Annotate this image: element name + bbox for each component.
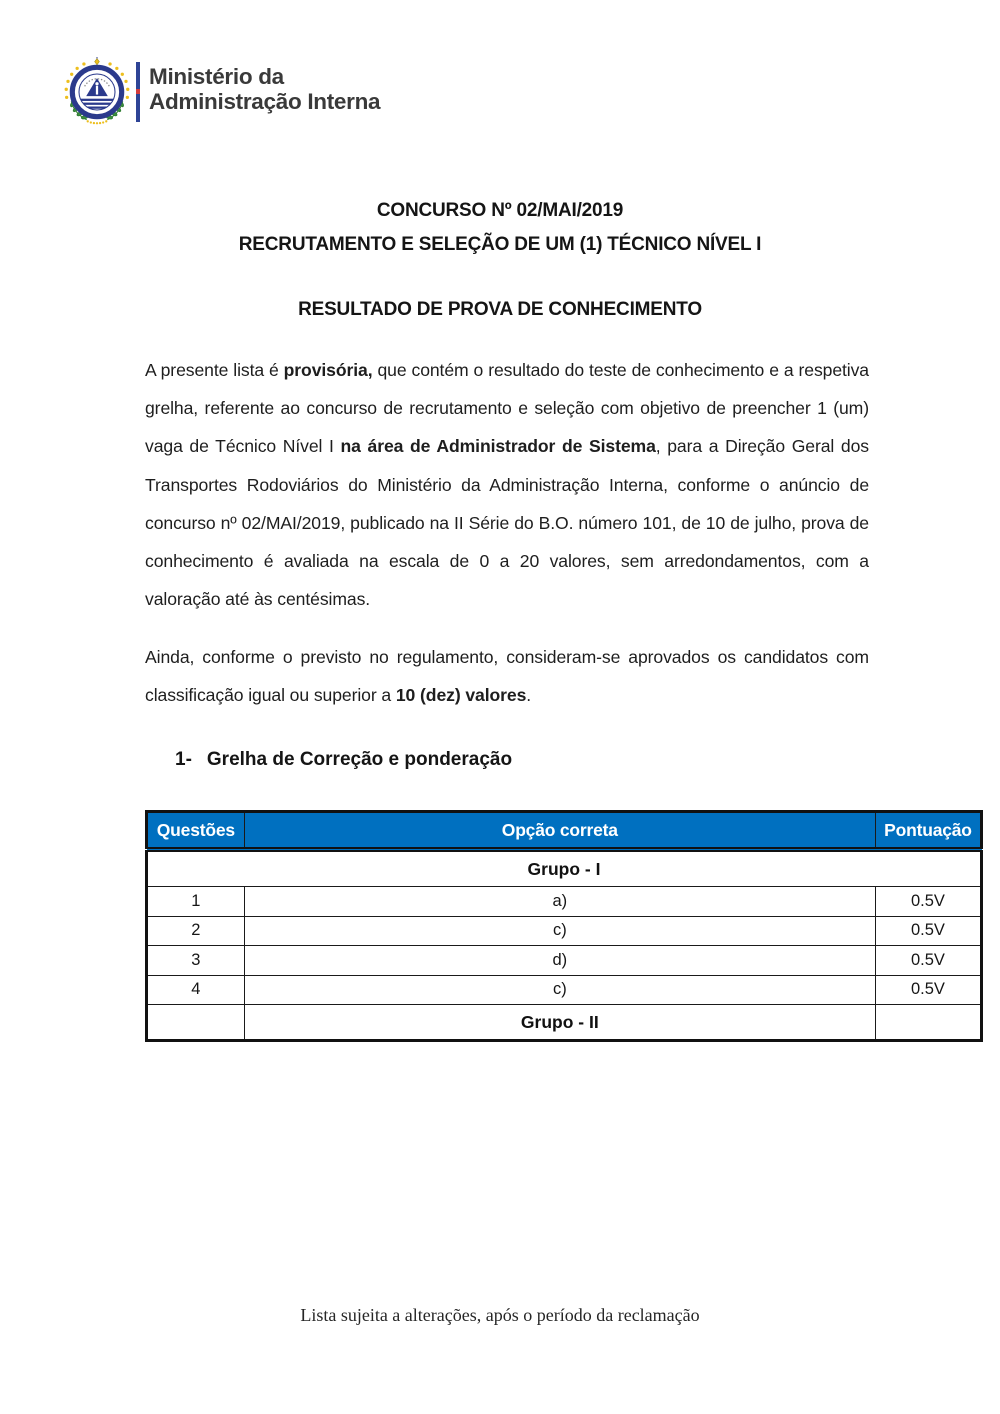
- title-recrutamento: RECRUTAMENTO E SELEÇÃO DE UM (1) TÉCNICO NÍVEL I: [238, 234, 762, 255]
- bold-text-run: provisória,: [283, 360, 373, 380]
- logo-red-accent: [136, 89, 140, 94]
- ministry-name-line2: Administração Interna: [149, 89, 381, 114]
- text-run: que contém o resultado do teste de conhecimento e a respetiva grelha, referente ao concurso de recrutamento e seleção com objetivo de preencher 1 (um) vaga de Técnico Nível I: [145, 360, 869, 457]
- score-cell: 0.5V: [875, 887, 981, 917]
- col-header-pontuacao: Pontuação: [875, 812, 981, 850]
- group-label-cell: Grupo - I: [147, 850, 982, 887]
- correct-option-cell: a): [244, 887, 875, 917]
- bold-text-run: na área de Administrador de Sistema: [340, 436, 656, 457]
- text-run: , para a Direção Geral dos Transportes Rodoviários do Ministério da Administração Interna, conforme o anúncio de concurso nº 02/MAI/2019, publicado na II Série do B.O. número 101, de 10 de julho, prova de conhecimento é avaliada na escala de 0 a 20 valores, sem arredondamentos, com a valoração até às centésimas.: [145, 436, 869, 610]
- question-number-cell: 3: [147, 946, 245, 976]
- col-header-opcao: Opção correta: [244, 812, 875, 850]
- question-number-cell: 4: [147, 975, 245, 1005]
- correction-grid: [145, 810, 983, 1042]
- col-header-questoes: Questões: [147, 812, 245, 850]
- cape-verde-emblem-icon: [64, 56, 130, 128]
- question-number-cell: 1: [147, 887, 245, 917]
- section-number: 1-: [175, 749, 192, 770]
- table-data-row: [147, 975, 982, 1005]
- table-header-row: [147, 812, 982, 850]
- score-cell: 0.5V: [875, 916, 981, 946]
- table-group-row: [147, 1005, 982, 1041]
- table-data-row: [147, 887, 982, 917]
- correct-option-cell: c): [244, 975, 875, 1005]
- question-number-cell: 2: [147, 916, 245, 946]
- correct-option-cell: d): [244, 946, 875, 976]
- text-run: Ainda, conforme o previsto no regulamento, consideram-se aprovados os candidatos com classificação igual ou superior a: [145, 647, 869, 706]
- section-heading: [175, 749, 512, 771]
- correct-option-cell: c): [244, 916, 875, 946]
- empty-cell: [147, 1005, 245, 1041]
- table-group-row: [147, 850, 982, 887]
- group-label-cell: Grupo - II: [244, 1005, 875, 1041]
- correction-table: [145, 810, 983, 1042]
- ministry-logo: [64, 56, 380, 128]
- title-concurso: CONCURSO Nº 02/MAI/2019: [376, 200, 624, 221]
- paragraph-intro: [145, 351, 869, 618]
- score-cell: 0.5V: [875, 975, 981, 1005]
- text-run: A presente lista é: [145, 360, 284, 380]
- score-cell: 0.5V: [875, 946, 981, 976]
- logo-separator-bar: [136, 62, 140, 122]
- empty-cell: [875, 1005, 981, 1041]
- footer-note: Lista sujeita a alterações, após o período da reclamação: [300, 1305, 700, 1325]
- bold-text-run: 10 (dez) valores: [395, 685, 527, 706]
- table-data-row: [147, 916, 982, 946]
- ministry-name-line1: Ministério da: [149, 64, 284, 89]
- text-run: .: [526, 685, 532, 706]
- table-data-row: [147, 946, 982, 976]
- ministry-name: [149, 64, 380, 114]
- section-label: Grelha de Correção e ponderação: [206, 749, 513, 770]
- paragraph-approval-rule: [145, 638, 869, 714]
- title-resultado: RESULTADO DE PROVA DE CONHECIMENTO: [298, 299, 702, 320]
